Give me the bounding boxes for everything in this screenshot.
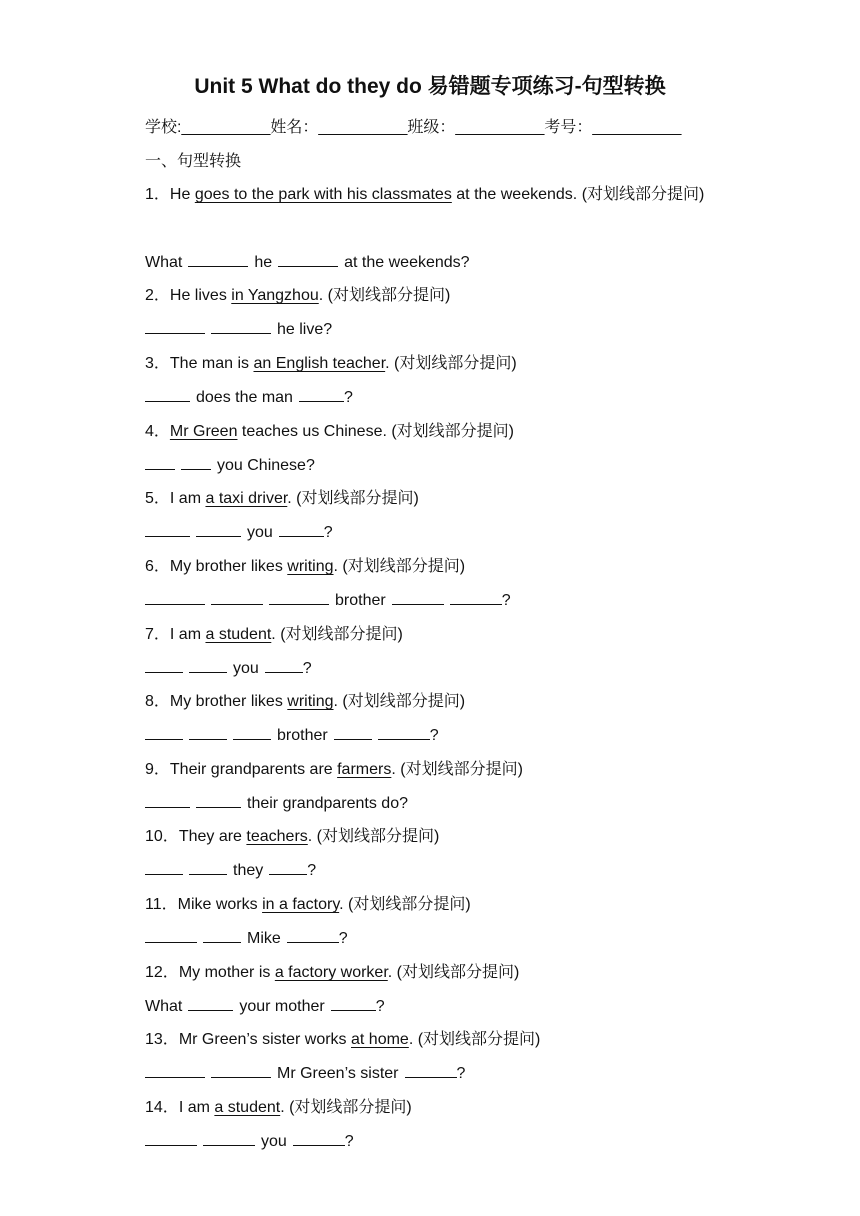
underlined-phrase: a factory worker	[274, 964, 388, 981]
answer-blank[interactable]	[278, 252, 338, 267]
question-text: I am	[178, 1099, 215, 1116]
answer-blank[interactable]	[287, 928, 339, 943]
answer-blank[interactable]	[405, 1063, 457, 1078]
question-text: He	[169, 186, 195, 203]
answer-blank[interactable]	[392, 590, 444, 605]
answer-text: ?	[343, 389, 353, 406]
underlined-phrase: writing	[287, 693, 334, 710]
answer-blank[interactable]	[211, 319, 271, 334]
answer-text: you	[261, 1133, 287, 1150]
question-text: at the weekends. (对划线部分提问)	[451, 186, 705, 203]
answer-blank[interactable]	[378, 725, 430, 740]
answer-blank[interactable]	[265, 658, 303, 673]
answer-11	[145, 928, 735, 950]
answer-1	[145, 252, 735, 274]
answer-blank[interactable]	[293, 1131, 345, 1146]
underlined-phrase: a student	[214, 1099, 281, 1116]
question-number: 9．	[145, 761, 170, 778]
underlined-phrase: writing	[287, 558, 334, 575]
question-9	[145, 759, 735, 781]
question-number: 1．	[145, 186, 170, 203]
answer-blank[interactable]	[269, 590, 329, 605]
question-number: 6．	[145, 558, 170, 575]
answer-blank[interactable]	[189, 860, 227, 875]
answer-2	[145, 319, 735, 341]
answer-text: he live?	[277, 321, 333, 338]
answer-blank[interactable]	[211, 1063, 271, 1078]
question-11	[145, 894, 735, 916]
answer-blank[interactable]	[188, 252, 248, 267]
underlined-phrase: an English teacher	[253, 355, 386, 372]
question-text: My brother likes	[169, 693, 288, 710]
answer-5	[145, 522, 735, 544]
answer-text: brother	[277, 727, 328, 744]
underlined-phrase: at home	[351, 1031, 409, 1048]
question-text: . (对划线部分提问)	[307, 828, 440, 845]
question-text: . (对划线部分提问)	[387, 964, 520, 981]
answer-blank[interactable]	[203, 1131, 255, 1146]
question-number: 11．	[145, 896, 178, 913]
answer-blank[interactable]	[145, 319, 205, 334]
answer-blank[interactable]	[181, 455, 211, 470]
answer-blank[interactable]	[145, 1131, 197, 1146]
question-number: 14．	[145, 1099, 179, 1116]
question-text: . (对划线部分提问)	[318, 287, 451, 304]
question-text: My brother likes	[169, 558, 288, 575]
answer-blank[interactable]	[189, 725, 227, 740]
answer-text: ?	[307, 862, 317, 879]
answer-blank[interactable]	[145, 793, 190, 808]
answer-text: your mother	[239, 998, 325, 1015]
answer-4	[145, 455, 735, 477]
answer-blank[interactable]	[233, 725, 271, 740]
question-text: I am	[169, 490, 206, 507]
question-number: 3．	[145, 355, 170, 372]
answer-blank[interactable]	[145, 1063, 205, 1078]
answer-8	[145, 725, 735, 747]
section-heading: 一、句型转换	[145, 153, 242, 170]
answer-blank[interactable]	[334, 725, 372, 740]
answer-blank[interactable]	[145, 387, 190, 402]
answer-blank[interactable]	[145, 658, 183, 673]
question-text: The man is	[169, 355, 254, 372]
underlined-phrase: Mr Green	[169, 423, 238, 440]
question-3	[145, 353, 735, 375]
answer-blank[interactable]	[189, 658, 227, 673]
answer-13	[145, 1063, 735, 1085]
answer-text: ?	[338, 930, 348, 947]
answer-text: Mr Green’s sister	[277, 1065, 399, 1082]
answer-blank[interactable]	[145, 455, 175, 470]
answer-text: they	[233, 862, 264, 879]
answer-blank[interactable]	[196, 522, 241, 537]
page-title: Unit 5 What do they do 易错题专项练习-句型转换	[194, 75, 666, 98]
question-text: . (对划线部分提问)	[408, 1031, 541, 1048]
question-text: Mike works	[177, 896, 263, 913]
question-number: 2．	[145, 287, 170, 304]
question-13	[145, 1029, 735, 1051]
question-text: teaches us Chinese. (对划线部分提问)	[237, 423, 515, 440]
student-info-line: 学校:__________姓名：__________班级：__________考号：__________	[145, 119, 682, 136]
answer-14	[145, 1131, 735, 1153]
question-number: 12．	[145, 964, 179, 981]
answer-10	[145, 860, 735, 882]
answer-blank[interactable]	[145, 590, 205, 605]
question-text: Their grandparents are	[169, 761, 338, 778]
question-text: I am	[169, 626, 206, 643]
answer-text: he	[254, 254, 273, 271]
answer-3	[145, 387, 735, 409]
answer-blank[interactable]	[145, 928, 197, 943]
question-text: He lives	[169, 287, 232, 304]
underlined-phrase: in Yangzhou	[231, 287, 319, 304]
question-1	[145, 178, 735, 212]
answer-text: ?	[323, 524, 333, 541]
answer-text: ?	[456, 1065, 466, 1082]
answer-text: you Chinese?	[217, 457, 315, 474]
answer-blank[interactable]	[145, 725, 183, 740]
question-7	[145, 624, 735, 646]
answer-text: you	[247, 524, 273, 541]
answer-text: ?	[375, 998, 385, 1015]
question-text: My mother is	[178, 964, 275, 981]
question-text: . (对划线部分提问)	[391, 761, 523, 778]
answer-blank[interactable]	[196, 793, 241, 808]
answer-text: at the weekends?	[344, 254, 470, 271]
answer-blank[interactable]	[450, 590, 502, 605]
answer-text: ?	[344, 1133, 354, 1150]
answer-blank[interactable]	[203, 928, 241, 943]
question-6	[145, 556, 735, 578]
answer-text: ?	[429, 727, 439, 744]
underlined-phrase: teachers	[246, 828, 308, 845]
question-number: 7．	[145, 626, 170, 643]
question-text: . (对划线部分提问)	[280, 1099, 412, 1116]
question-2	[145, 285, 735, 307]
answer-text: What	[145, 998, 183, 1015]
answer-9	[145, 793, 735, 815]
question-text: Mr Green’s sister works	[178, 1031, 351, 1048]
question-number: 8．	[145, 693, 170, 710]
question-5	[145, 488, 735, 510]
question-number: 10．	[145, 828, 179, 845]
question-text: . (对划线部分提问)	[333, 558, 466, 575]
question-text: . (对划线部分提问)	[287, 490, 419, 507]
underlined-phrase: goes to the park with his classmates	[194, 186, 452, 203]
question-number: 4．	[145, 423, 170, 440]
question-text: . (对划线部分提问)	[385, 355, 517, 372]
answer-blank[interactable]	[331, 996, 376, 1011]
answer-blank[interactable]	[299, 387, 344, 402]
question-10	[145, 826, 735, 848]
question-8	[145, 691, 735, 713]
underlined-phrase: a taxi driver	[205, 490, 288, 507]
answer-text: you	[233, 660, 259, 677]
answer-text: ?	[302, 660, 312, 677]
answer-7	[145, 658, 735, 680]
answer-blank[interactable]	[211, 590, 263, 605]
question-number: 5．	[145, 490, 170, 507]
answer-text: Mike	[247, 930, 281, 947]
answer-text: does the man	[196, 389, 293, 406]
answer-6	[145, 590, 735, 612]
question-text: . (对划线部分提问)	[271, 626, 403, 643]
answer-blank[interactable]	[188, 996, 233, 1011]
question-text: They are	[178, 828, 247, 845]
answer-blank[interactable]	[145, 860, 183, 875]
answer-text: brother	[335, 592, 386, 609]
question-12	[145, 962, 735, 984]
answer-blank[interactable]	[269, 860, 307, 875]
answer-blank[interactable]	[279, 522, 324, 537]
underlined-phrase: in a factory	[262, 896, 340, 913]
answer-12	[145, 996, 735, 1018]
answer-text: What	[145, 254, 183, 271]
question-4	[145, 421, 735, 443]
question-text: . (对划线部分提问)	[339, 896, 471, 913]
answer-text: ?	[501, 592, 511, 609]
question-14	[145, 1097, 735, 1119]
question-text: . (对划线部分提问)	[333, 693, 466, 710]
question-number: 13．	[145, 1031, 179, 1048]
answer-blank[interactable]	[145, 522, 190, 537]
underlined-phrase: a student	[205, 626, 272, 643]
answer-text: their grandparents do?	[247, 795, 408, 812]
underlined-phrase: farmers	[337, 761, 392, 778]
